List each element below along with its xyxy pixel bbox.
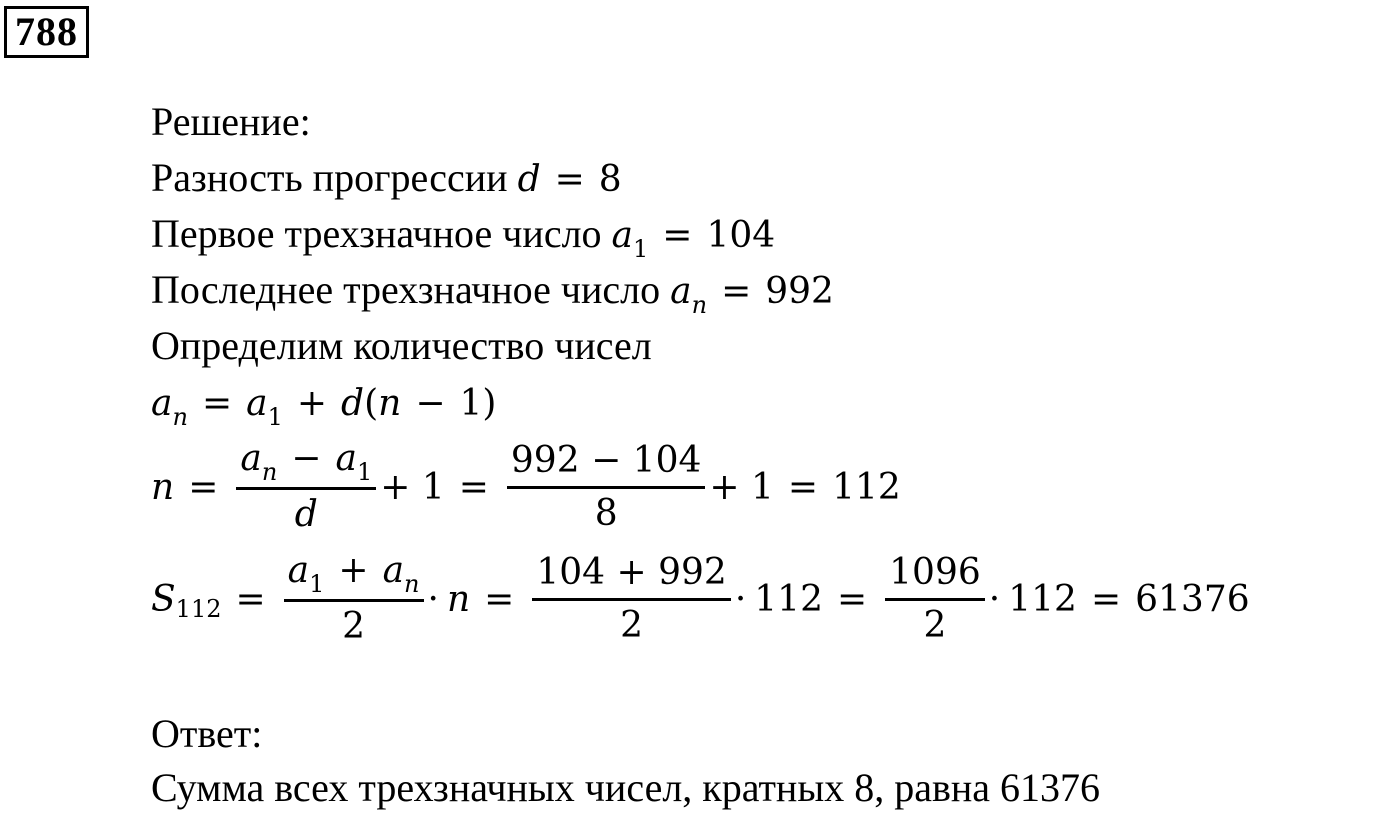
dot-operator: ·: [988, 578, 1001, 620]
fraction-denominator: 2: [342, 606, 366, 647]
fraction-denominator: d: [294, 494, 318, 535]
line-difference: [151, 154, 622, 204]
formula-an: [151, 378, 496, 431]
fraction-numerator: 992 − 104: [507, 436, 705, 489]
num-b: a: [335, 438, 357, 479]
subscript-1: 1: [633, 235, 649, 263]
fraction-denominator: 8: [594, 492, 618, 534]
var-a: a: [670, 271, 692, 312]
num-a: a: [287, 550, 310, 591]
plus-one: + 1: [380, 466, 445, 508]
fraction-denominator: 2: [620, 604, 644, 646]
formula-an-n: n: [378, 383, 402, 424]
equals-sign: =: [836, 578, 868, 620]
equals-sign: =: [235, 578, 266, 620]
equals-sign: =: [484, 578, 515, 620]
line-first-text: Первое трехзначное число: [151, 211, 612, 256]
formula-an-lhs: a: [151, 383, 173, 424]
num-a: a: [240, 438, 262, 479]
plus-one: + 1: [709, 466, 774, 508]
formula-n-result: 112: [832, 466, 901, 508]
equals-sign: =: [1090, 578, 1122, 620]
paren-open: (: [364, 383, 379, 424]
fraction-numerator: 1096: [885, 548, 985, 601]
fraction-a1-an-over-2: [284, 546, 424, 652]
var-a: a: [611, 215, 633, 256]
answer-text: Сумма всех трехзначных чисел, кратных 8, равна 61376: [151, 765, 1101, 810]
plus-sign: +: [296, 383, 328, 424]
formula-an-one: 1: [459, 383, 483, 424]
fraction-numerator: 104 + 992: [532, 548, 730, 601]
minus-sign: −: [291, 438, 322, 479]
fraction-numerator: [284, 546, 424, 602]
formula-an-lhs-sub: n: [172, 403, 188, 431]
fraction-1096-over-2: [885, 548, 985, 651]
line-count: Определим количество чисел: [151, 323, 652, 368]
equals-sign: =: [188, 466, 219, 508]
formula-s-result: 61376: [1135, 578, 1250, 620]
fraction-sum-over-2: [532, 548, 730, 651]
multiplier: 112: [754, 578, 823, 620]
num-b: a: [382, 550, 405, 591]
subscript-n: n: [691, 291, 708, 319]
equals-sign: =: [662, 215, 693, 256]
dot-operator: ·: [427, 578, 439, 620]
line-difference-text: Разность прогрессии: [151, 155, 518, 200]
var-d: d: [517, 159, 541, 200]
equals-sign: =: [721, 271, 752, 312]
formula-n: [151, 434, 901, 540]
line-last-text: Последнее трехзначное число: [151, 267, 671, 312]
formula-an-a-sub: 1: [267, 403, 283, 431]
line-last: [151, 266, 834, 319]
formula-s: [151, 546, 1250, 652]
minus-sign: −: [415, 383, 446, 424]
paren-close: ): [482, 383, 497, 424]
equals-sign: =: [787, 466, 819, 508]
equals-sign: =: [201, 383, 233, 424]
solution-label: Решение:: [151, 99, 311, 144]
formula-an-d: d: [341, 383, 365, 424]
value-d: 8: [598, 159, 622, 200]
problem-number: 788: [4, 6, 89, 58]
equals-sign: =: [458, 466, 489, 508]
formula-s-lhs: S: [151, 578, 176, 620]
num-b-sub: n: [404, 570, 420, 598]
line-first: [151, 210, 775, 263]
num-a-sub: n: [261, 458, 278, 486]
value-an: 992: [765, 271, 834, 312]
fraction-an-a1-over-d: [236, 434, 376, 540]
value-a1: 104: [706, 215, 776, 256]
num-a-sub: 1: [309, 570, 325, 598]
equals-sign: =: [554, 159, 585, 200]
fraction-denominator: 2: [923, 604, 947, 646]
multiplier: 112: [1008, 578, 1077, 620]
answer-label: Ответ:: [151, 711, 263, 756]
fraction-numeric: [507, 436, 705, 539]
formula-s-lhs-sub: 112: [175, 595, 222, 623]
num-b-sub: 1: [356, 458, 373, 486]
formula-n-lhs: n: [151, 466, 175, 508]
fraction-numerator: [236, 434, 376, 490]
formula-an-a: a: [246, 383, 268, 424]
formula-s-n: n: [446, 578, 471, 620]
dot-operator: ·: [734, 578, 747, 620]
plus-sign: +: [338, 550, 369, 591]
